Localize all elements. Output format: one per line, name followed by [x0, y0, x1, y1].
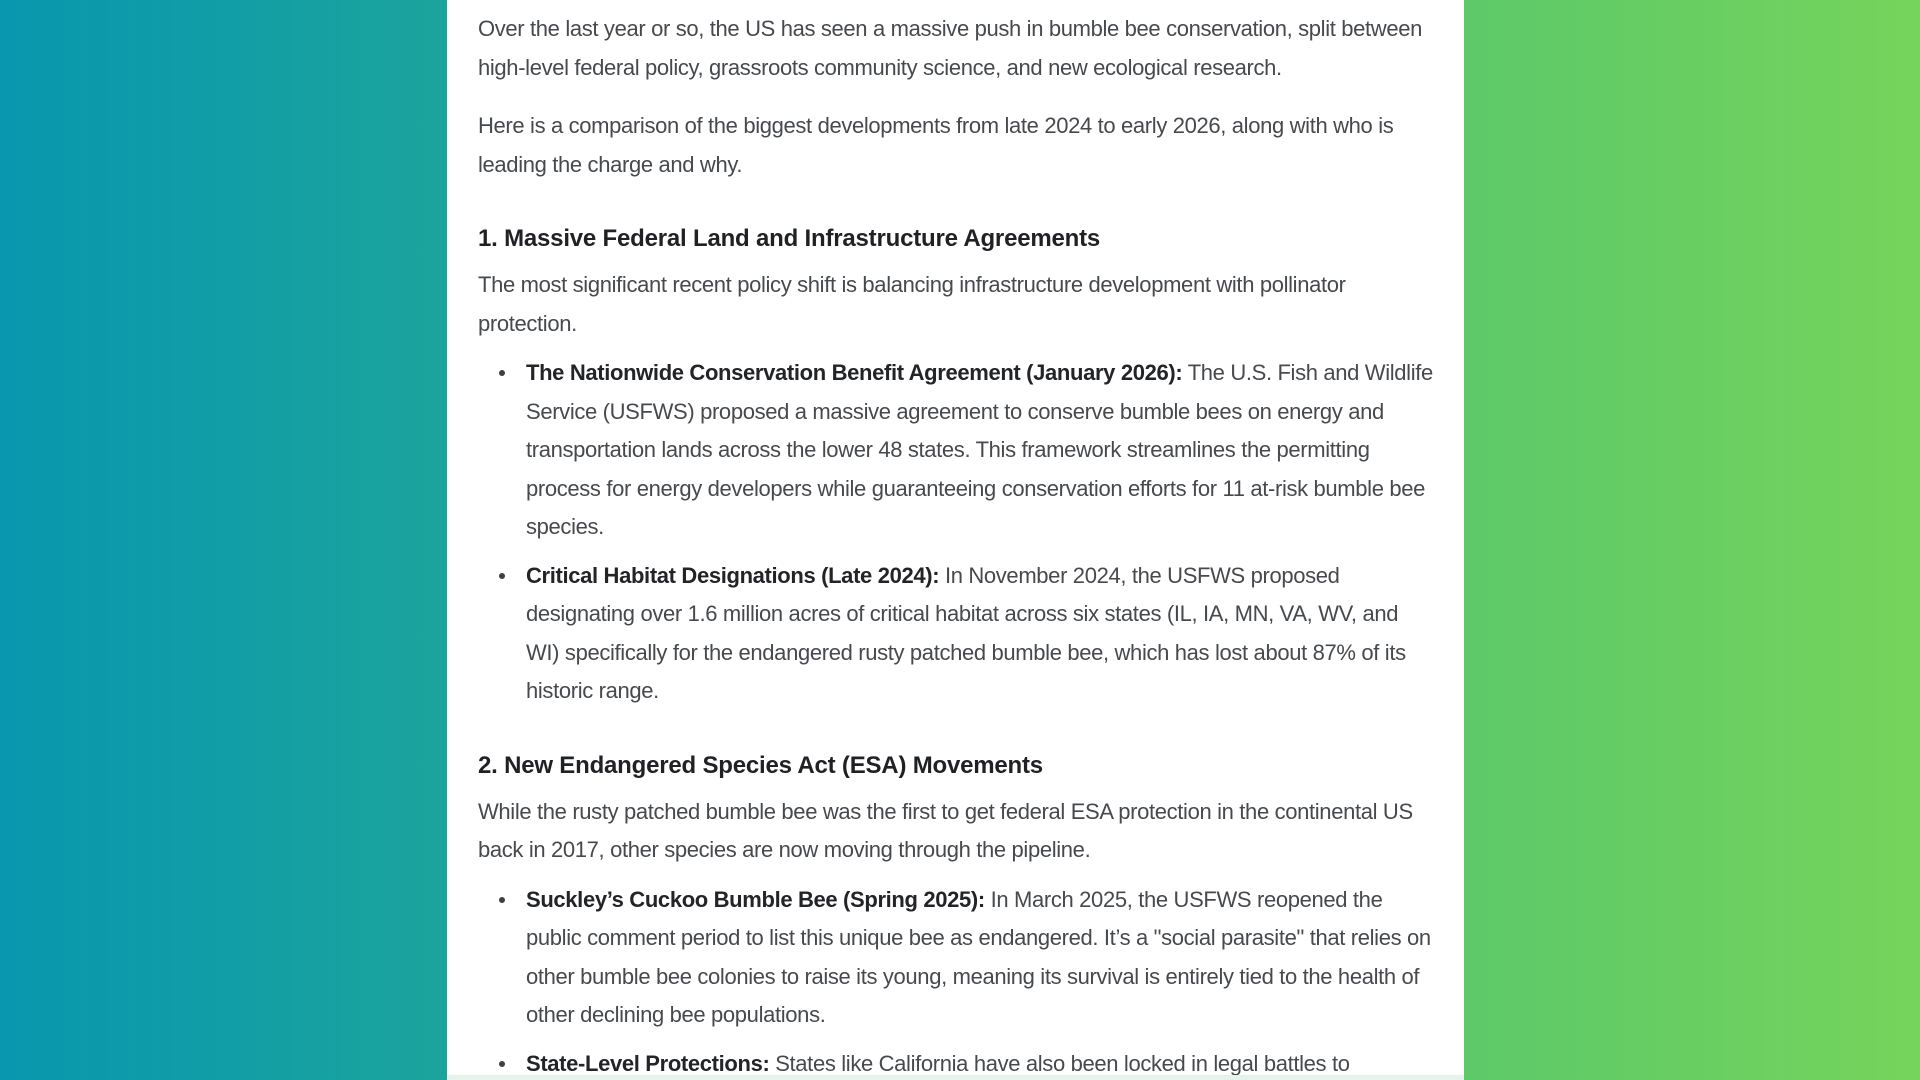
bottom-edge-strip — [447, 1075, 1464, 1080]
bullet-text: In November 2024, the USFWS proposed designating over 1.6 million acres of critical habitat across six states (IL, IA, MN, VA, WV, and WI) specifically for the endangered rusty patched bumble bee, which has lost about 87% of its historic range. — [526, 562, 1406, 703]
section-1-bullet-list — [478, 354, 1436, 711]
bullet-lead-bold: Critical Habitat Designations (Late 2024): — [526, 562, 940, 588]
bullet-lead-bold: State-Level Protections: — [526, 1050, 770, 1076]
bullet-item — [478, 557, 1436, 711]
bullet-text: States like California have also been locked in legal battles to — [769, 1050, 1350, 1076]
bullet-lead-bold: Suckley’s Cuckoo Bumble Bee (Spring 2025): — [526, 886, 985, 912]
bullet-dot-icon — [499, 897, 505, 903]
bullet-item — [478, 354, 1436, 547]
intro-paragraph-1: Over the last year or so, the US has seen a massive push in bumble bee conservation, split between high-level federal policy, grassroots community science, and new ecological research. — [478, 16, 1423, 80]
bullet-content — [526, 881, 1436, 1035]
section-heading-1: 1. Massive Federal Land and Infrastructure Agreements — [478, 225, 1101, 252]
section-2-bullet-list — [478, 881, 1436, 1080]
bullet-item — [478, 881, 1436, 1035]
bullet-dot-icon — [499, 370, 505, 376]
bullet-text: The U.S. Fish and Wildlife Service (USFWS) proposed a massive agreement to conserve bumble bees on energy and transportation lands across the lower 48 states. This framework streamlines the permitting process for energy developers while guaranteeing conservation efforts for 11 at-risk bumble bee species. — [526, 360, 1433, 539]
intro-paragraph-2: Here is a comparison of the biggest developments from late 2024 to early 2026, along with who is leading the charge and why. — [478, 113, 1394, 177]
bullet-lead-bold: The Nationwide Conservation Benefit Agreement (January 2026): — [526, 360, 1183, 385]
section-1-paragraph: The most significant recent policy shift is balancing infrastructure development with pollinator protection. — [478, 272, 1346, 336]
content-card — [447, 0, 1464, 1080]
section-2-paragraph: While the rusty patched bumble bee was the first to get federal ESA protection in the continental US back in 2017, other species are now moving through the pipeline. — [478, 798, 1413, 862]
bullet-dot-icon — [499, 573, 505, 579]
bullet-content — [526, 354, 1436, 547]
bullet-content — [526, 557, 1436, 711]
bullet-text: In March 2025, the USFWS reopened the public comment period to list this unique bee as endangered. It’s a "social parasite" that relies on other bumble bee colonies to raise its young, meaning its survival is entirely tied to the health of other declining bee populations. — [526, 886, 1431, 1027]
bullet-dot-icon — [499, 1061, 505, 1067]
section-heading-2: 2. New Endangered Species Act (ESA) Movements — [478, 751, 1043, 779]
